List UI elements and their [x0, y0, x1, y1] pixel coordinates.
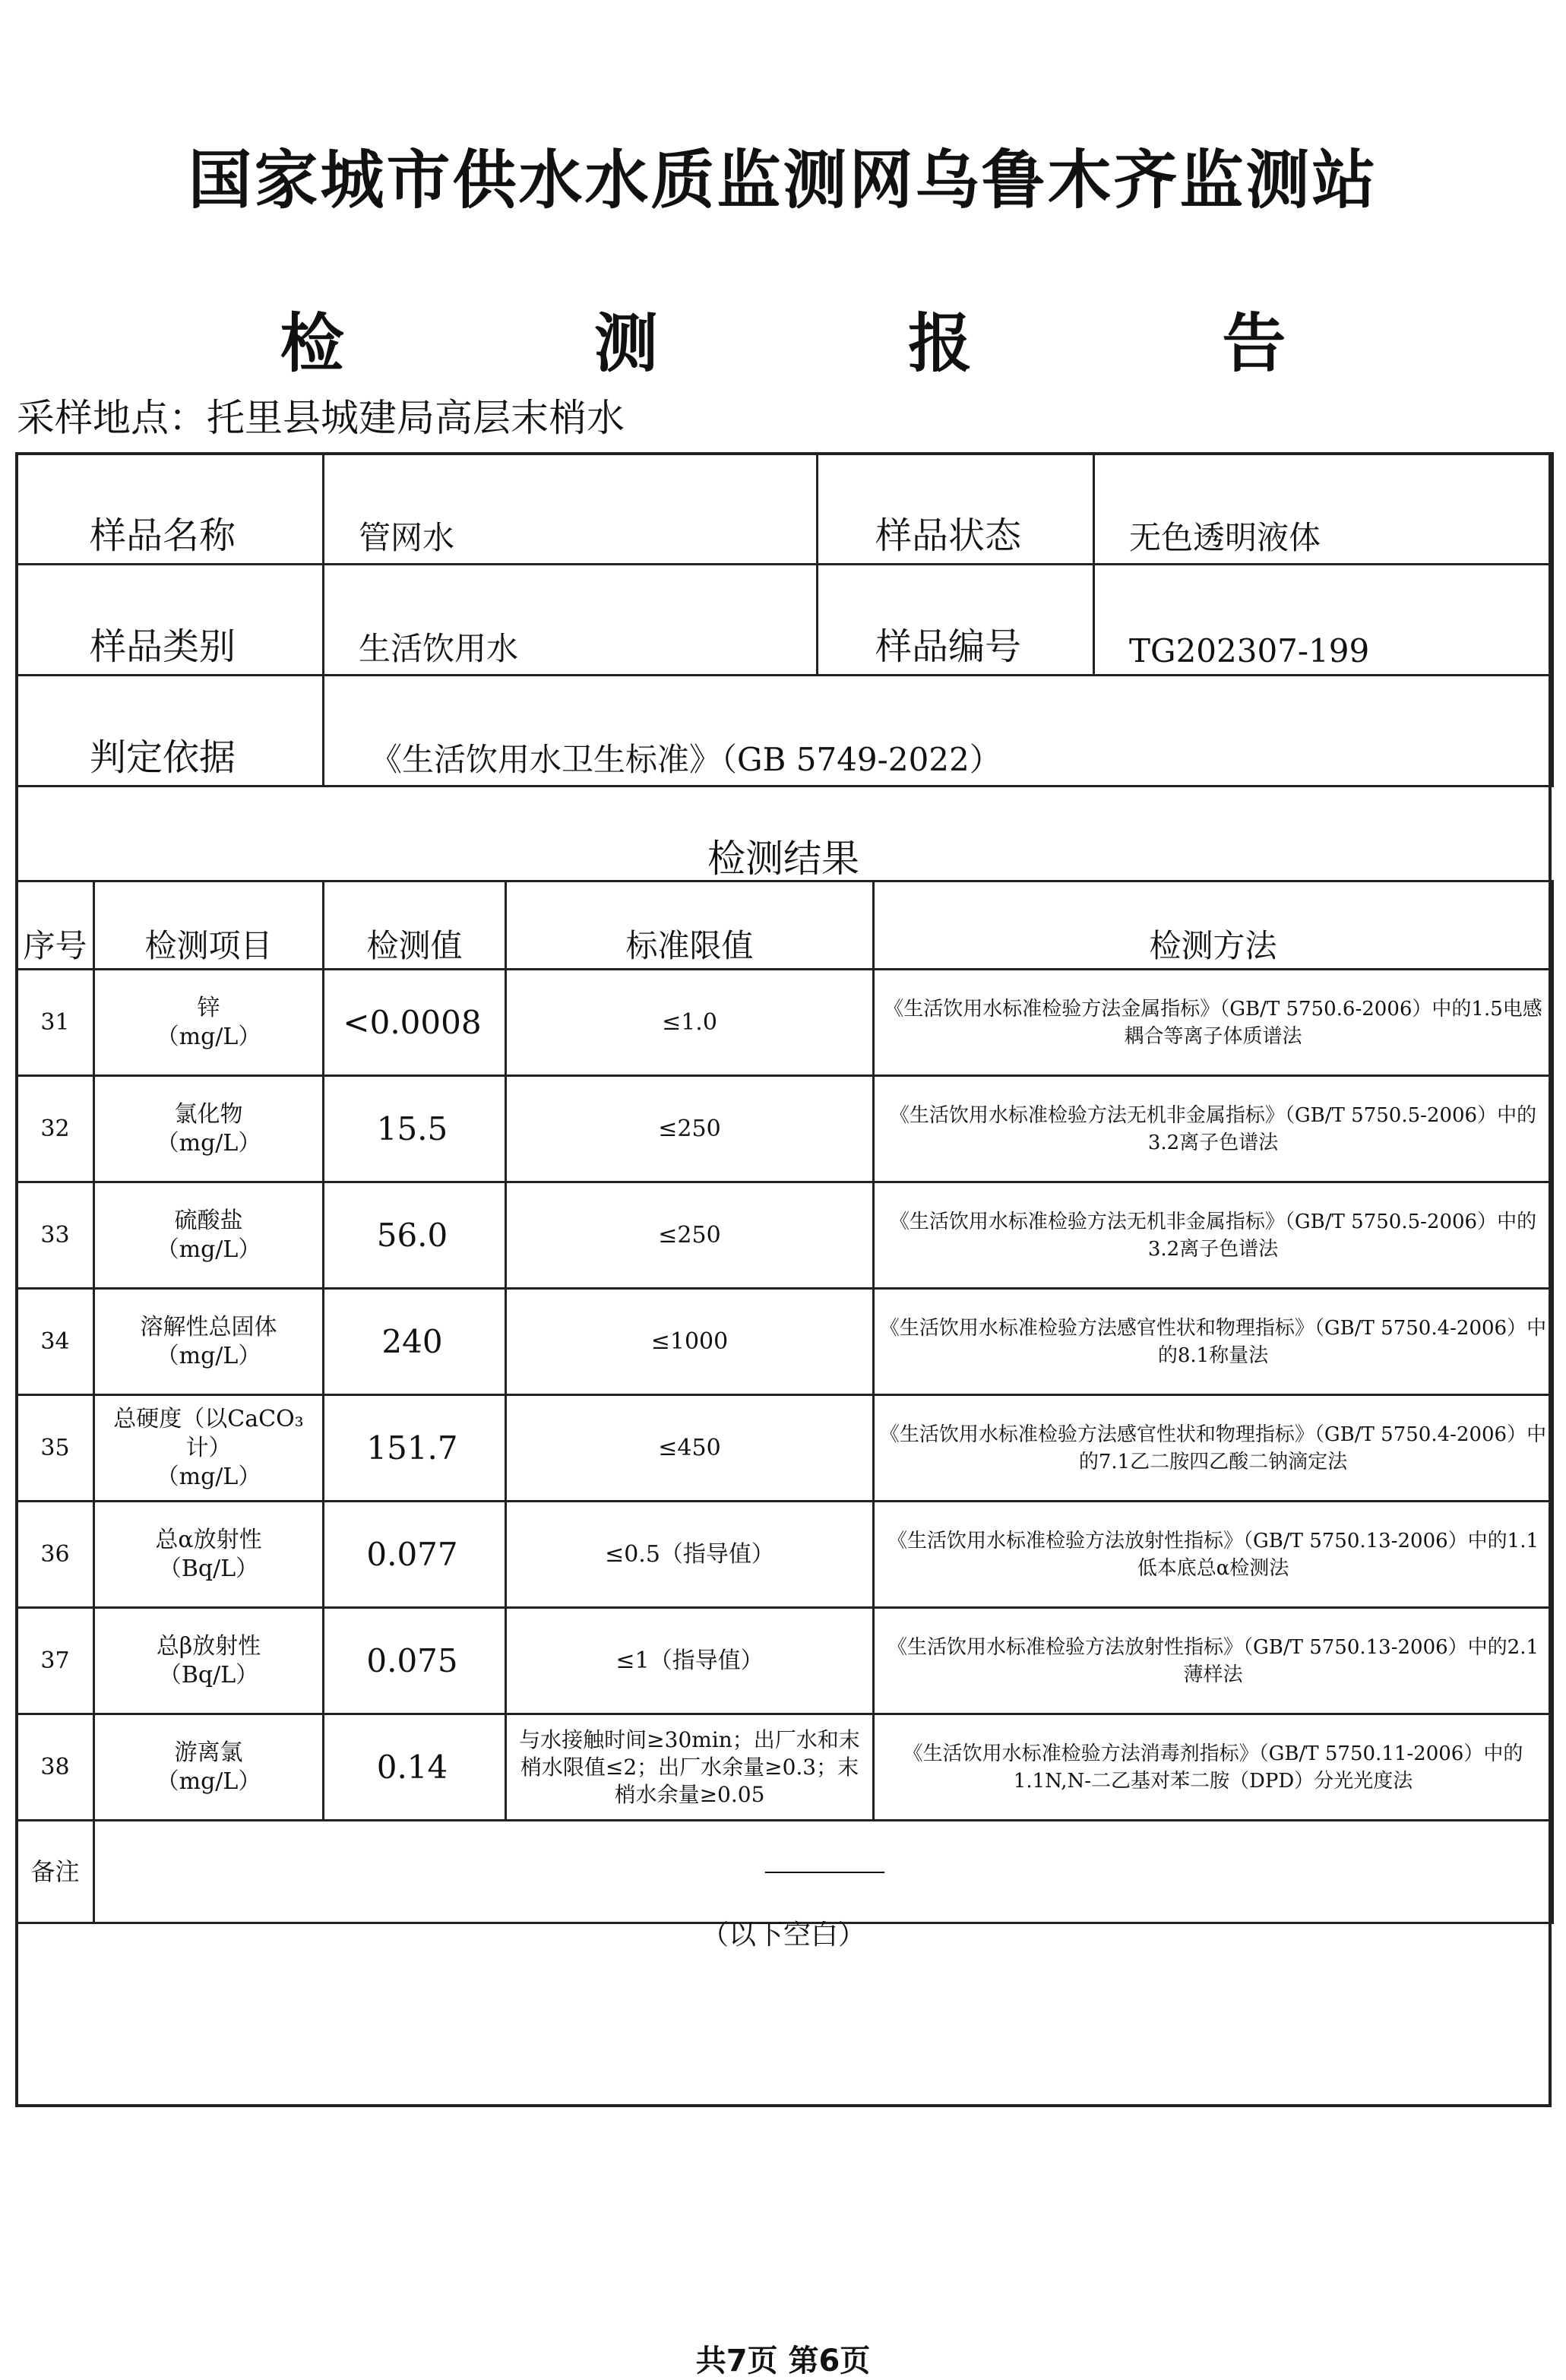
sample-info-row: [17, 454, 1553, 565]
row-item: [94, 1182, 324, 1289]
item-unit: （mg/L）: [156, 1768, 261, 1795]
remark-row: [17, 1821, 1553, 1923]
table-row: [17, 1502, 1553, 1608]
sample-state-value: 无色透明液体: [1094, 454, 1553, 565]
table-row: [17, 970, 1553, 1076]
row-limit: 与水接触时间≥30min；出厂水和末梢水限值≤2；出厂水余量≥0.3；末梢水余量≥0.05: [506, 1714, 874, 1821]
sample-info-row: [17, 676, 1553, 786]
header-method: 检测方法: [874, 881, 1553, 970]
sampling-location: 采样地点：托里县城建局高层末梢水: [17, 396, 625, 440]
item-name: 溶解性总固体: [140, 1313, 277, 1340]
row-value: 0.075: [324, 1608, 506, 1714]
row-item: [94, 1608, 324, 1714]
row-item: [94, 1289, 324, 1395]
remark-label: 备注: [17, 1821, 94, 1923]
basis-value: 《生活饮用水卫生标准》（GB 5749-2022）: [324, 676, 1553, 786]
item-unit: （Bq/L）: [158, 1661, 259, 1688]
row-method: 《生活饮用水标准检验方法放射性指标》（GB/T 5750.13-2006）中的2.1薄样法: [874, 1608, 1553, 1714]
row-method: 《生活饮用水标准检验方法金属指标》（GB/T 5750.6-2006）中的1.5电感耦合等离子体质谱法: [874, 970, 1553, 1076]
remark-value: ——————: [94, 1821, 1553, 1923]
row-limit: ≤1000: [506, 1289, 874, 1395]
row-value: 151.7: [324, 1395, 506, 1502]
sample-name-value: 管网水: [324, 454, 818, 565]
item-unit: （mg/L）: [156, 1129, 261, 1157]
basis-label: 判定依据: [17, 676, 324, 786]
item-name: 游离氯: [174, 1739, 243, 1766]
sample-number-value: TG202307-199: [1094, 565, 1553, 676]
item-name: 总β放射性: [156, 1632, 261, 1660]
row-seq: 32: [17, 1076, 94, 1182]
sample-category-value: 生活饮用水: [324, 565, 818, 676]
row-item: [94, 1714, 324, 1821]
row-limit: ≤1.0: [506, 970, 874, 1076]
row-limit: ≤0.5（指导值）: [506, 1502, 874, 1608]
results-title: 检测结果: [707, 837, 859, 881]
row-method: 《生活饮用水标准检验方法无机非金属指标》（GB/T 5750.5-2006）中的3.2离子色谱法: [874, 1076, 1553, 1182]
row-seq: 38: [17, 1714, 94, 1821]
item-unit: （mg/L）: [156, 1023, 261, 1050]
item-name: 硫酸盐: [174, 1207, 243, 1234]
item-unit: （mg/L）: [156, 1342, 261, 1369]
row-method: 《生活饮用水标准检验方法无机非金属指标》（GB/T 5750.5-2006）中的3.2离子色谱法: [874, 1182, 1553, 1289]
row-method: 《生活饮用水标准检验方法消毒剂指标》（GB/T 5750.11-2006）中的1.1N,N-二乙基对苯二胺（DPD）分光光度法: [874, 1714, 1553, 1821]
header-value: 检测值: [324, 881, 506, 970]
sample-info-table: [15, 452, 1554, 787]
table-row: [17, 1608, 1553, 1714]
page-number: 共7页 第6页: [695, 2344, 871, 2378]
row-seq: 33: [17, 1182, 94, 1289]
sample-number-label: 样品编号: [818, 565, 1094, 676]
row-method: 《生活饮用水标准检验方法感官性状和物理指标》（GB/T 5750.4-2006）中的8.1称量法: [874, 1289, 1553, 1395]
table-row: [17, 1714, 1553, 1821]
header-item: 检测项目: [94, 881, 324, 970]
row-method: 《生活饮用水标准检验方法放射性指标》（GB/T 5750.13-2006）中的1.1低本底总α检测法: [874, 1502, 1553, 1608]
table-row: [17, 1395, 1553, 1502]
row-value: 56.0: [324, 1182, 506, 1289]
table-row: [17, 1289, 1553, 1395]
item-name: 总α放射性: [155, 1526, 262, 1553]
row-limit: ≤450: [506, 1395, 874, 1502]
row-limit: ≤250: [506, 1076, 874, 1182]
report-title: 检 测 报 告: [280, 306, 1400, 381]
header-seq: 序号: [17, 881, 94, 970]
item-unit: （mg/L）: [156, 1236, 261, 1263]
row-limit: ≤1（指导值）: [506, 1608, 874, 1714]
row-value: <0.0008: [324, 970, 506, 1076]
row-seq: 34: [17, 1289, 94, 1395]
sample-name-label: 样品名称: [17, 454, 324, 565]
item-unit: （Bq/L）: [158, 1555, 259, 1582]
item-name: 锌: [197, 994, 220, 1021]
row-item: [94, 1502, 324, 1608]
results-header-row: [17, 881, 1553, 970]
table-row: [17, 1076, 1553, 1182]
header-limit: 标准限值: [506, 881, 874, 970]
row-value: 240: [324, 1289, 506, 1395]
table-row: [17, 1182, 1553, 1289]
sample-info-row: [17, 565, 1553, 676]
row-method: 《生活饮用水标准检验方法感官性状和物理指标》（GB/T 5750.4-2006）中的7.1乙二胺四乙酸二钠滴定法: [874, 1395, 1553, 1502]
row-item: [94, 1395, 324, 1502]
row-item: [94, 970, 324, 1076]
item-unit: （mg/L）: [156, 1463, 261, 1490]
row-item: [94, 1076, 324, 1182]
row-limit: ≤250: [506, 1182, 874, 1289]
row-seq: 36: [17, 1502, 94, 1608]
row-value: 0.14: [324, 1714, 506, 1821]
organization-title: 国家城市供水水质监测网乌鲁木齐监测站: [188, 143, 1378, 217]
results-table: [15, 880, 1554, 1924]
blank-note: （以下空白）: [701, 1920, 865, 1951]
row-seq: 37: [17, 1608, 94, 1714]
row-value: 15.5: [324, 1076, 506, 1182]
row-seq: 31: [17, 970, 94, 1076]
row-seq: 35: [17, 1395, 94, 1502]
sample-category-label: 样品类别: [17, 565, 324, 676]
row-value: 0.077: [324, 1502, 506, 1608]
sample-state-label: 样品状态: [818, 454, 1094, 565]
item-name: 氯化物: [174, 1100, 243, 1128]
item-name: 总硬度（以CaCO₃计）: [113, 1405, 304, 1461]
